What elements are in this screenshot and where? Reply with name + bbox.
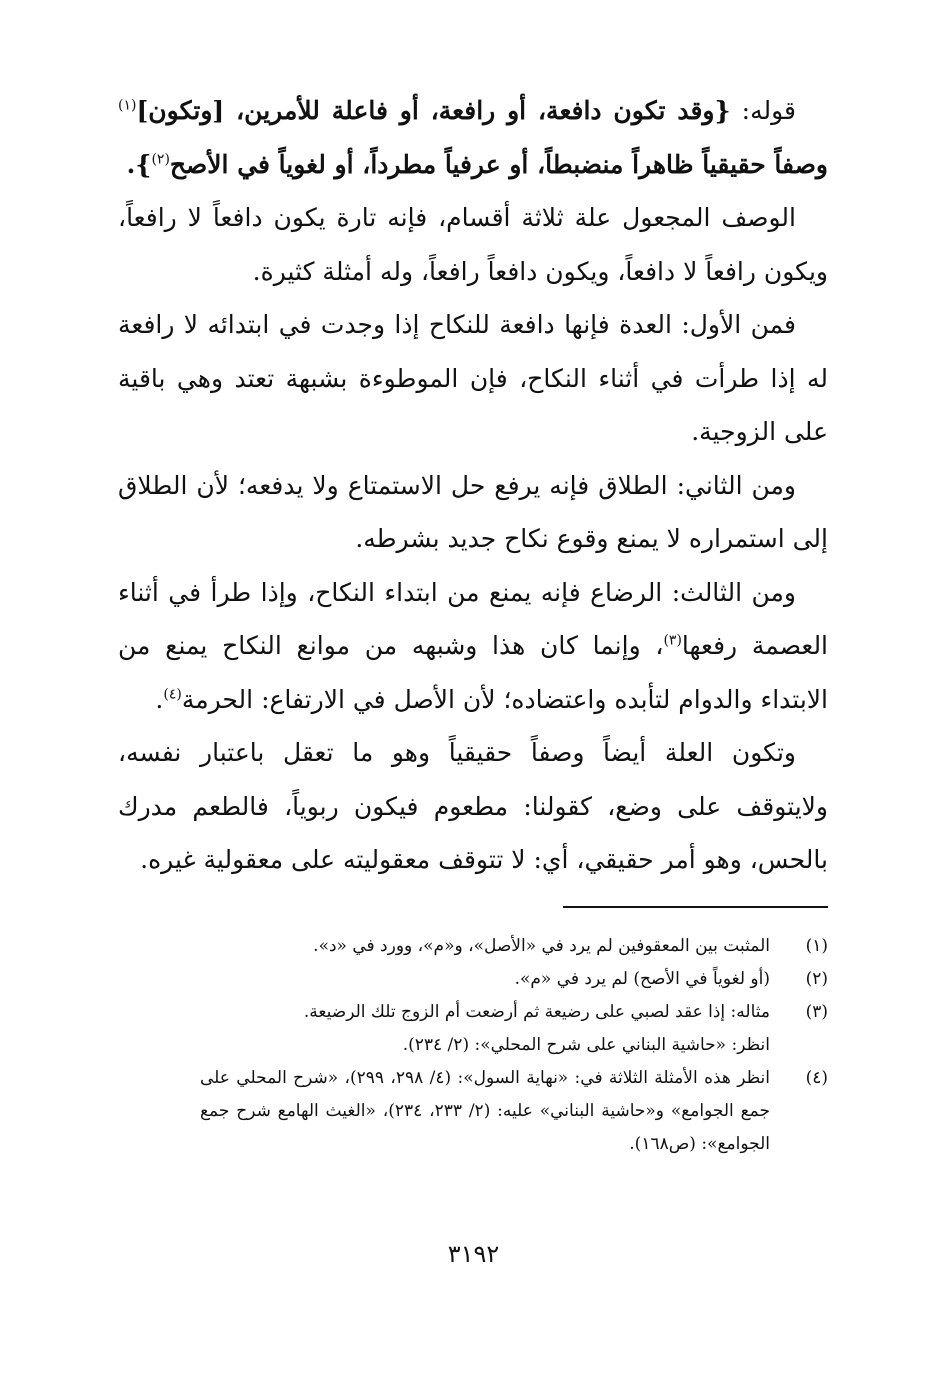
footnote-4 [200, 1062, 828, 1161]
quote-prefix: قوله: [730, 96, 796, 125]
footnote-text: المثبت بين المعقوفين لم يرد في «الأصل»، و«م»، وورد في «د». [313, 936, 770, 956]
footnote-text: انظر هذه الأمثلة الثلاثة في: «نهاية السول»: (٤/ ٢٩٨، ٢٩٩)، «شرح المحلي على جمع الجوامع» و«حاشية البناني» عليه: (٢/ ٢٣٣، ٢٣٤)، «الغيث الهامع شرح جمع الجوامع»: (ص١٦٨). [200, 1068, 770, 1154]
paragraph-5 [118, 566, 828, 727]
footnote-number: (٢) [805, 969, 828, 989]
quoted-text-a: {وقد تكون دافعة، أو رافعة، أو فاعلة للأمرين، [وتكون] [136, 96, 731, 125]
footnote-text-reference: انظر: «حاشية البناني على شرح المحلي»: (٢/ ٢٣٤). [402, 1035, 770, 1055]
paragraph-5-a: ومن الثالث: الرضاع فإنه يمنع من ابتداء النكاح، وإذا طرأ في أثناء العصمة رفعها [118, 577, 829, 660]
paragraph-6: وتكون العلة أيضاً وصفاً حقيقياً وهو ما تعقل باعتبار نفسه، ولايتوقف على وضع، كقولنا: مطعوم فيكون ربوياً، فالطعم مدرك بالحس، وهو أمر حقيقي، أي: لا تتوقف معقوليته على معقولية غيره. [118, 738, 828, 874]
footnote-separator [563, 906, 828, 908]
footnote-ref-1: (١) [118, 97, 137, 114]
page-number: ٣١٩٢ [447, 1240, 500, 1268]
footnotes [200, 930, 828, 1161]
footnote-ref-2: (٢) [151, 151, 170, 168]
quoted-text-b: وصفاً حقيقياً ظاهراً منضبطاً، أو عرفياً مطرداً، أو لغوياً في الأصح [169, 149, 828, 179]
footnote-text: (أو لغوياً في الأصح) لم يرد في «م». [514, 969, 770, 989]
footnote-text: مثاله: إذا عقد لصبي على رضيعة ثم أرضعت أم الزوج تلك الرضيعة. [303, 1002, 770, 1022]
footnote-2 [200, 963, 828, 996]
footnote-ref-4: (٤) [163, 686, 182, 703]
footnote-number: (٣) [805, 1002, 828, 1022]
footnote-text-block [200, 996, 770, 1062]
paragraph-3: فمن الأول: العدة فإنها دافعة للنكاح إذا وجدت في ابتدائه لا رافعة له إذا طرأت في أثناء النكاح، فإن الموطوءة بشبهة تعتد وهي باقية على الزوجية. [118, 310, 828, 446]
main-text [118, 84, 828, 887]
paragraph-4: ومن الثاني: الطلاق فإنه يرفع حل الاستمتاع ولا يدفعه؛ لأن الطلاق إلى استمراره لا يمنع وقوع نكاح جديد بشرطه. [118, 470, 828, 553]
paragraph-5-c: . [155, 684, 164, 714]
quote-end: }. [126, 149, 152, 179]
paragraph-quote [118, 84, 828, 191]
paragraph-2: الوصف المجعول علة ثلاثة أقسام، فإنه تارة يكون دافعاً لا رافعاً، ويكون رافعاً لا دافعاً، ويكون دافعاً رافعاً، وله أمثلة كثيرة. [118, 203, 828, 286]
footnote-number: (٤) [805, 1068, 828, 1088]
footnote-3 [200, 996, 828, 1062]
footnote-1 [200, 930, 828, 963]
footnote-number: (١) [805, 936, 828, 956]
paragraph-5-b: ، وإنما كان هذا وشبهه من موانع النكاح يمنع من الابتداء والدوام لتأبده واعتضاده؛ لأن الأصل في الارتفاع: الحرمة [118, 631, 828, 714]
footnote-ref-3: (٣) [663, 632, 682, 649]
